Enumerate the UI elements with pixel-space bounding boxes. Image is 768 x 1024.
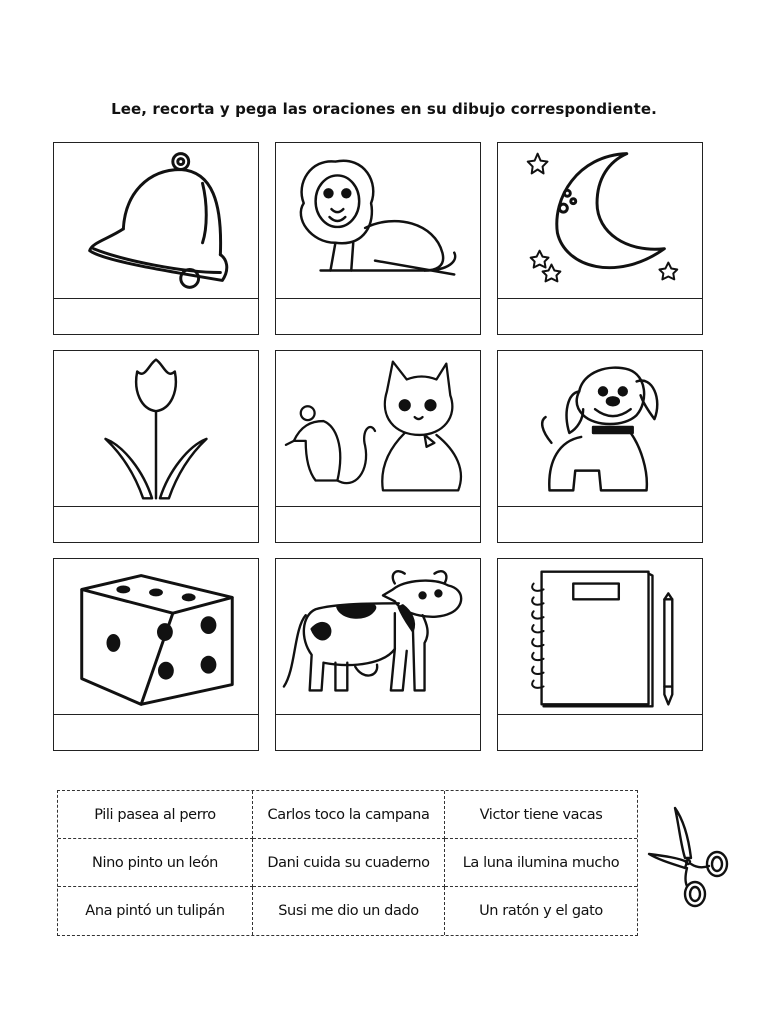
cow-icon [276,559,480,714]
picture-card-lion [275,142,481,335]
tulip-icon [54,351,258,506]
sentence-strip[interactable]: Susi me dio un dado [253,887,445,935]
sentence-strip[interactable]: Dani cuida su cuaderno [253,839,445,887]
lion-icon [276,143,480,298]
picture-card-moon [497,142,703,335]
mouse-cat-icon [276,351,480,506]
dog-icon [498,351,702,506]
notebook-icon [498,559,702,714]
sentence-strip[interactable]: Ana pintó un tulipán [58,887,253,935]
paste-slot[interactable] [498,714,702,750]
picture-card-cow [275,558,481,751]
sentence-strip[interactable]: Nino pinto un león [58,839,253,887]
picture-card-bell [53,142,259,335]
sentence-strip[interactable]: Carlos toco la campana [253,791,445,839]
sentence-strip[interactable]: Pili pasea al perro [58,791,253,839]
paste-slot[interactable] [276,714,480,750]
paste-slot[interactable] [498,506,702,542]
sentence-strip[interactable]: Victor tiene vacas [445,791,637,839]
moon-icon [498,143,702,298]
paste-slot[interactable] [498,298,702,334]
picture-card-dog [497,350,703,543]
sentence-strip[interactable]: Un ratón y el gato [479,903,603,919]
paste-slot[interactable] [54,298,258,334]
paste-slot[interactable] [54,714,258,750]
paste-slot[interactable] [276,506,480,542]
sentence-strip[interactable]: La luna ilumina mucho [445,839,637,887]
picture-card-dice [53,558,259,751]
scissors-icon [645,806,731,910]
picture-card-mouse-cat [275,350,481,543]
picture-card-notebook [497,558,703,751]
paste-slot[interactable] [54,506,258,542]
instruction-title: Lee, recorta y pega las oraciones en su dibujo correspondiente. [111,100,657,118]
paste-slot[interactable] [276,298,480,334]
bell-icon [54,143,258,298]
picture-card-tulip [53,350,259,543]
cutout-sentence-grid [57,790,638,936]
dice-icon [54,559,258,714]
